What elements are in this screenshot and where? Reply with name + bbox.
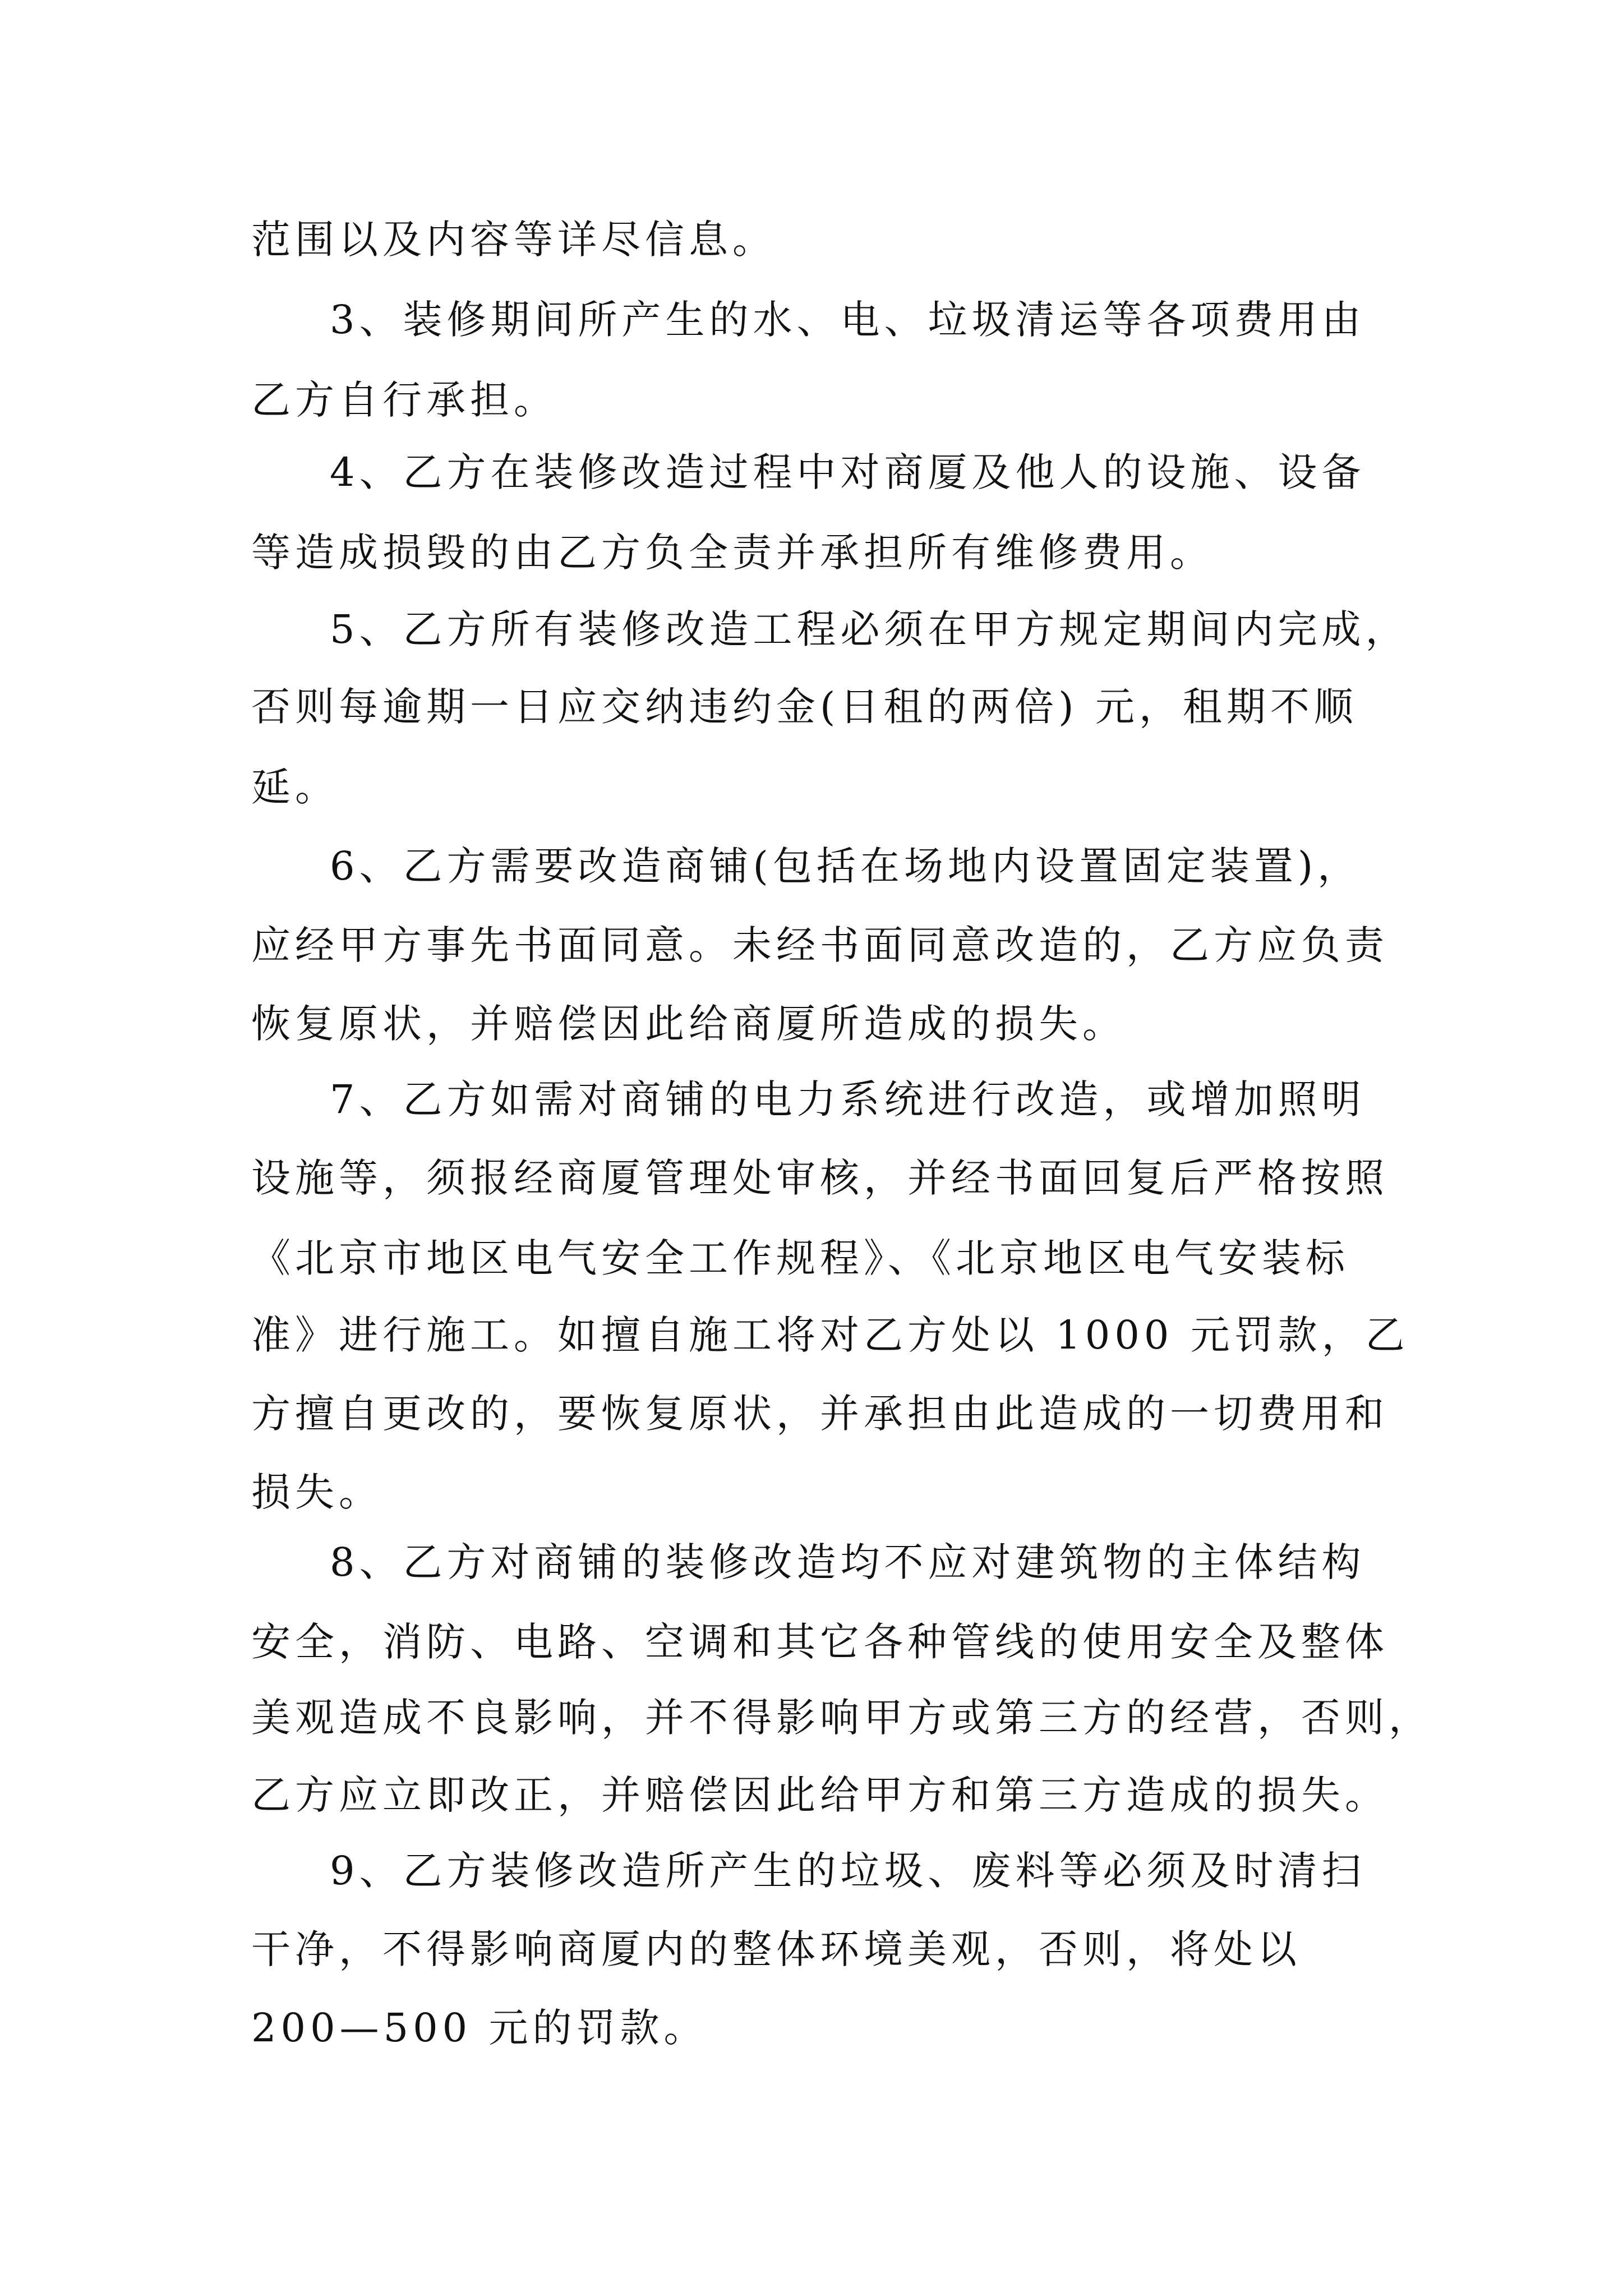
text-line: 延。 <box>251 764 339 810</box>
text-line: 200—500 元的罚款。 <box>251 2005 708 2051</box>
text-line: 恢复原状，并赔偿因此给商厦所造成的损失。 <box>251 1001 1126 1047</box>
text-line: 8、乙方对商铺的装修改造均不应对建筑物的主体结构 <box>330 1539 1366 1585</box>
text-line: 9、乙方装修改造所产生的垃圾、废料等必须及时清扫 <box>330 1848 1366 1894</box>
text-line: 等造成损毁的由乙方负全责并承担所有维修费用。 <box>251 530 1214 576</box>
text-line: 4、乙方在装修改造过程中对商厦及他人的设施、设备 <box>330 449 1366 495</box>
text-line: 方擅自更改的，要恢复原状，并承担由此造成的一切费用和 <box>251 1391 1389 1437</box>
text-line: 6、乙方需要改造商铺(包括在场地内设置固定装置)， <box>330 843 1362 889</box>
text-line: 损失。 <box>251 1469 382 1515</box>
text-line: 设施等，须报经商厦管理处审核，并经书面回复后严格按照 <box>251 1155 1389 1201</box>
text-line: 美观造成不良影响，并不得影响甲方或第三方的经营，否则， <box>251 1695 1432 1741</box>
text-line: 乙方应立即改正，并赔偿因此给甲方和第三方造成的损失。 <box>251 1772 1389 1818</box>
text-line: 应经甲方事先书面同意。未经书面同意改造的，乙方应负责 <box>251 922 1389 968</box>
text-line: 否则每逾期一日应交纳违约金(日租的两倍) 元，租期不顺 <box>251 684 1358 730</box>
text-line: 准》进行施工。如擅自施工将对乙方处以 1000 元罚款，乙 <box>251 1312 1409 1358</box>
text-line: 3、装修期间所产生的水、电、垃圾清运等各项费用由 <box>330 297 1366 343</box>
text-line: 干净，不得影响商厦内的整体环境美观，否则，将处以 <box>251 1926 1301 1972</box>
text-line: 范围以及内容等详尽信息。 <box>251 217 776 263</box>
text-line: 《北京市地区电气安全工作规程》、《北京地区电气安装标 <box>251 1235 1349 1281</box>
text-line: 7、乙方如需对商铺的电力系统进行改造，或增加照明 <box>330 1076 1366 1122</box>
text-line: 安全，消防、电路、空调和其它各种管线的使用安全及整体 <box>251 1619 1389 1665</box>
text-line: 5、乙方所有装修改造工程必须在甲方规定期间内完成， <box>330 606 1409 652</box>
text-line: 乙方自行承担。 <box>251 377 557 423</box>
